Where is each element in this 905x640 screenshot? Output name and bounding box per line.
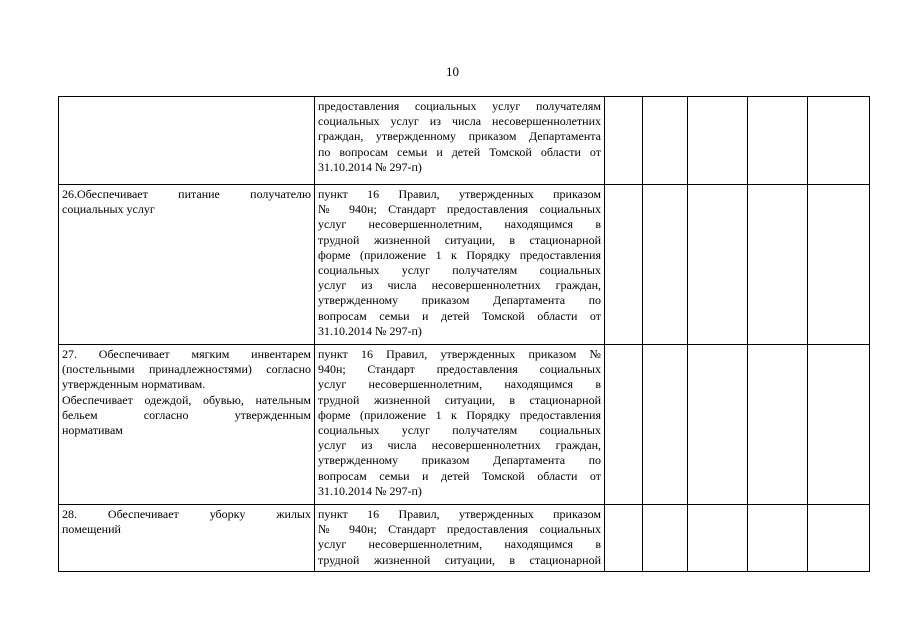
basis-line: услуг из числа несовершеннолетних граждан, (318, 438, 601, 453)
basis-line: предоставления социальных услуг получателям (318, 99, 601, 113)
empty-cell (605, 505, 643, 572)
requirement-cell (59, 97, 315, 185)
basis-line: социальных услуг получателям социальных (318, 423, 601, 438)
empty-cell (748, 185, 808, 345)
requirement-cell (59, 505, 315, 572)
requirements-table (58, 96, 870, 572)
basis-line: форме (приложение 1 к Порядку предоставления (318, 407, 601, 422)
table-row (59, 97, 870, 185)
basis-line: трудной жизненной ситуации, в стационарной (318, 392, 601, 407)
basis-cell (315, 505, 605, 572)
empty-cell (605, 185, 643, 345)
basis-cell (315, 185, 605, 345)
basis-line: пункт 16 Правил, утвержденных приказом (318, 187, 601, 201)
basis-line: трудной жизненной ситуации, в стационарной (318, 232, 601, 247)
basis-line: утвержденному приказом Департамента по (318, 293, 601, 308)
table-row (59, 505, 870, 572)
basis-line: услуг несовершеннолетним, находящимся в (318, 537, 601, 552)
empty-cell (643, 505, 688, 572)
requirement-line: (постельными принадлежностями) согласно (62, 362, 311, 377)
basis-line: 940н; Стандарт предоставления социальных (318, 362, 601, 377)
requirement-line: утвержденным нормативам. (62, 377, 206, 392)
empty-cell (643, 345, 688, 505)
requirement-cell (59, 185, 315, 345)
basis-line: 31.10.2014 № 297-п) (318, 159, 422, 174)
empty-cell (808, 345, 870, 505)
basis-line: по вопросам семьи и детей Томской области от (318, 144, 601, 159)
page-number: 10 (446, 64, 459, 79)
requirement-line: 26.Обеспечивает питание получателю (62, 187, 311, 201)
basis-line: утвержденному приказом Департамента по (318, 453, 601, 468)
requirement-line: 27. Обеспечивает мягким инвентарем (62, 347, 311, 361)
basis-line: услуг несовершеннолетним, находящимся в (318, 217, 601, 232)
requirement-line: нормативам (62, 423, 123, 438)
basis-cell (315, 97, 605, 185)
empty-cell (808, 185, 870, 345)
basis-line: граждан, утвержденному приказом Департамента (318, 129, 601, 144)
empty-cell (688, 185, 748, 345)
basis-line: вопросам семьи и детей Томской области от (318, 468, 601, 483)
basis-line: социальных услуг получателям социальных (318, 263, 601, 278)
basis-line: услуг из числа несовершеннолетних граждан, (318, 278, 601, 293)
basis-line: вопросам семьи и детей Томской области от (318, 308, 601, 323)
empty-cell (643, 97, 688, 185)
empty-cell (605, 97, 643, 185)
basis-line: услуг несовершеннолетним, находящимся в (318, 377, 601, 392)
table-row (59, 345, 870, 505)
table-row (59, 185, 870, 345)
requirement-line: помещений (62, 522, 121, 537)
basis-cell (315, 345, 605, 505)
empty-cell (748, 97, 808, 185)
requirement-line: бельем согласно утвержденным (62, 407, 311, 422)
empty-cell (688, 505, 748, 572)
empty-cell (688, 97, 748, 185)
basis-line: пункт 16 Правил, утвержденных приказом (318, 507, 601, 521)
basis-line: № 940н; Стандарт предоставления социальных (318, 202, 601, 217)
requirement-line: 28. Обеспечивает уборку жилых (62, 507, 311, 521)
requirement-line: социальных услуг (62, 202, 155, 217)
basis-line: № 940н; Стандарт предоставления социальных (318, 522, 601, 537)
empty-cell (748, 505, 808, 572)
basis-line: 31.10.2014 № 297-п) (318, 323, 422, 338)
basis-line: пункт 16 Правил, утвержденных приказом № (318, 347, 601, 361)
empty-cell (808, 505, 870, 572)
basis-line: 31.10.2014 № 297-п) (318, 483, 422, 498)
empty-cell (808, 97, 870, 185)
empty-cell (605, 345, 643, 505)
basis-line: форме (приложение 1 к Порядку предоставления (318, 247, 601, 262)
basis-line: социальных услуг из числа несовершеннолетних (318, 114, 601, 129)
requirement-cell (59, 345, 315, 505)
empty-cell (688, 345, 748, 505)
empty-cell (748, 345, 808, 505)
basis-line: трудной жизненной ситуации, в стационарной (318, 552, 601, 567)
empty-cell (643, 185, 688, 345)
requirement-line: Обеспечивает одеждой, обувью, нательным (62, 392, 311, 407)
